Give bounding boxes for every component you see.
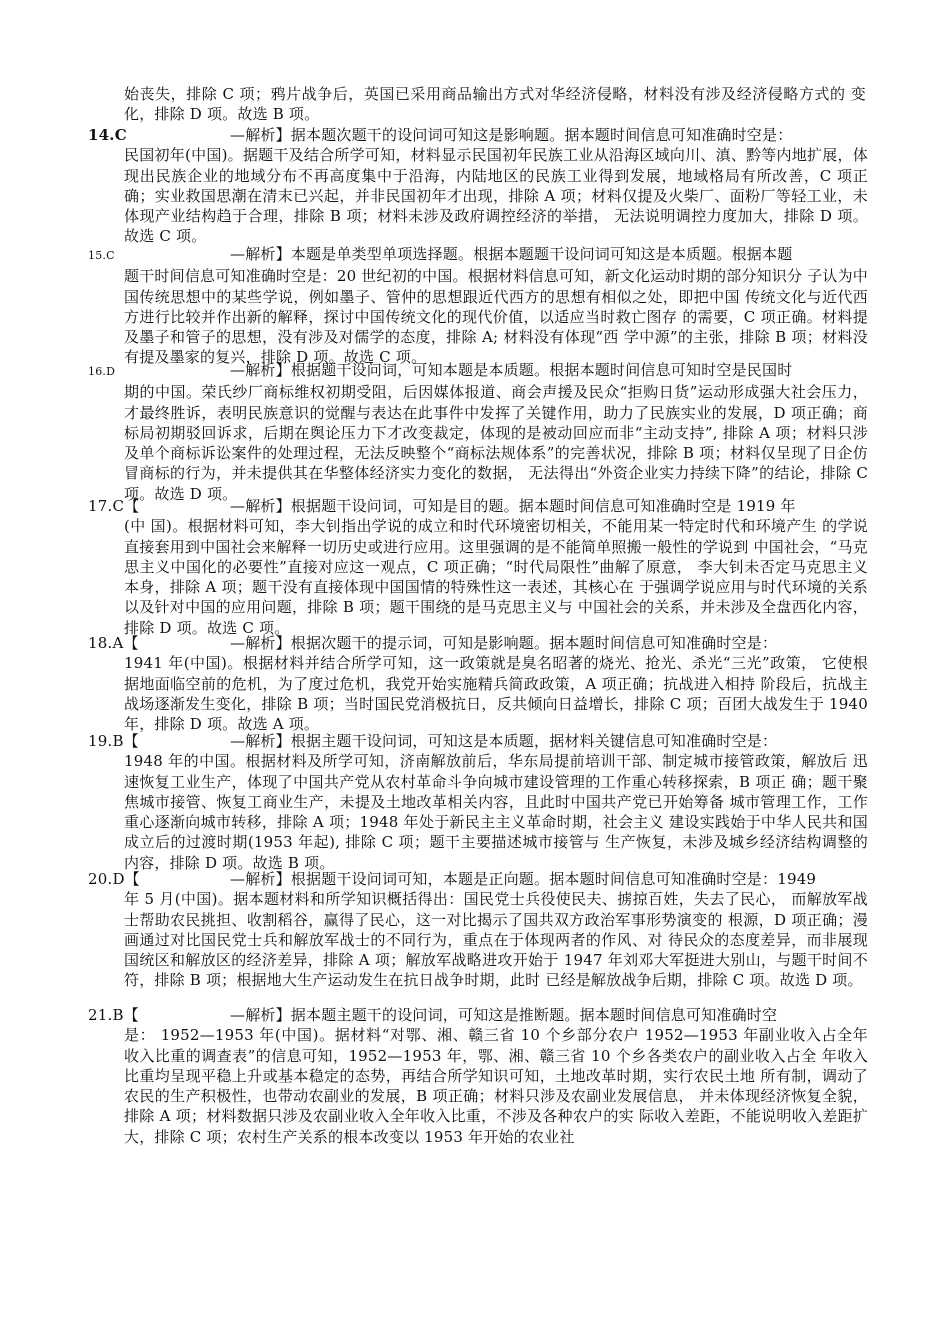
analysis-body: 民国初年(中国)。据题干及结合所学可知，材料显示民国初年民族工业从沿海区域向川、滇、黔等内地扩展，体现出民族企业的地域分布不再高度集中于沿海，内陆地区的民族工业得到发展，地域格局有所改善，C 项正确；实业救国思潮在清末已兴起，并非民国初年才出现，排除 A 项；材料仅提及火柴厂、面粉厂等轻工业，未体现产业结构趋于合理，排除 B 项；材料未涉及政府调控经济的举措， 无法说明调控力度加大，排除 D 项。故选 C 项。 xyxy=(124,146,868,246)
analysis-head: —解析】根据次题干的提示词，可知是影响题。据本题时间信息可知准确时空是： xyxy=(230,634,778,652)
paragraph-q19 xyxy=(88,731,868,873)
analysis-body: 期的中国。荣氏纱厂商标维权初期受阻，后因媒体报道、商会声援及民众“拒购日货”运动形成强大社会压力，才最终胜诉，表明民族意识的觉醒与表达在此事件中发挥了关键作用，助力了民族实业的发展，D 项正确；商标局初期驳回诉求，后期在舆论压力下才改变裁定，体现的是被动回应而非“主动支持”, 排除 A 项；材料只涉及单个商标诉讼案件的处理过程，无法反映整个“商标法规体系”的完善状况，排除 B 项；材料仅呈现了日企仿冒商标的行为，并未提供其在华整体经济实力变化的数据， 无法得出“外资企业实力持续下降”的结论，排除 C 项。故选 D 项。 xyxy=(124,383,868,503)
analysis-head: —解析】根据主题干设问词，可知这是本质题，据材料关键信息可知准确时空是： xyxy=(230,732,778,750)
paragraph-q17 xyxy=(88,496,868,638)
answer-label: 20.D【 xyxy=(88,870,140,888)
analysis-body: 1941 年(中国)。根据材料并结合所学可知，这一政策就是臭名昭著的烧光、抢光、杀光“三光”政策， 它使根据地面临空前的危机，为了度过危机，我党开始实施精兵简政政策，A 项正确；抗战进入相持 阶段后，抗战主战场逐渐发生变化，排除 B 项；当时国民党消极抗日，反共倾向日益增长，排除 C 项；百团大战发生于 1940 年，排除 D 项。故选 A 项。 xyxy=(124,654,868,734)
answer-label: 19.B【 xyxy=(88,732,139,750)
paragraph-q21 xyxy=(88,1005,868,1147)
analysis-body: 1948 年的中国。根据材料及所学可知，济南解放前后，华东局提前培训干部、制定城市接管政策，解放后 迅速恢复工业生产，体现了中国共产党从农村革命斗争向城市建设管理的工作重心转移探索，B 项正 确；题干聚焦城市接管、恢复工商业生产，未提及土地改革相关内容，且此时中国共产党已开始筹备 城市管理工作，工作重心逐渐向城市转移，排除 A 项；1948 年处于新民主主义革命时期，社会主义 建设实践始于中华人民共和国成立后的过渡时期(1953 年起), 排除 C 项；题干主要描述城市接管与 生产恢复，未涉及城乡经济结构调整的内容，排除 D 项。故选 B 项。 xyxy=(124,752,868,872)
analysis-head: —解析】据本题主题干的设问词，可知这是推断题。据本题时间信息可知准确时空 xyxy=(230,1006,778,1024)
paragraph-q15 xyxy=(88,244,868,368)
paragraph-q13-tail xyxy=(124,84,866,125)
answer-label: 15.C xyxy=(88,249,115,262)
analysis-body: 年 5 月(中国)。据本题材料和所学知识概括得出：国民党士兵役使民夫、掳掠百姓，失去了民心， 而解放军战士帮助农民挑担、收割稻谷，赢得了民心，这一对比揭示了国共双方政治军事形势演变的 根源，D 项正确；漫画通过对比国民党士兵和解放军战士的不同行为，重点在于体现两者的作风、对 待民众的态度差异，而非展现国统区和解放区的经济差异，排除 A 项；解放军战略进攻开始于 1947 年刘邓大军挺进大别山，与题干时间不符，排除 B 项；根据地大生产运动发生在抗日战争时期，此时 已经是解放战争后期，排除 C 项。故选 D 项。 xyxy=(124,890,868,990)
answer-label: 18.A【 xyxy=(88,634,139,652)
paragraph-q20 xyxy=(88,869,868,991)
answer-label: 17.C【 xyxy=(88,497,140,515)
analysis-head: —解析】根据题干设问词，可知是目的题。据本题时间信息可知准确时空是 1919 年 xyxy=(230,497,796,515)
answer-label: 21.B【 xyxy=(88,1006,139,1024)
answer-label: 16.D xyxy=(88,365,116,378)
analysis-body: 是： 1952—1953 年(中国)。据材料“对鄂、湘、赣三省 10 个乡部分农户 1952—1953 年副业收入占全年 收入比重的调查表”的信息可知，1952—1953 年，鄂、湘、赣三省 10 个乡各类农户的副业收入占全 年收入比重均呈现平稳上升或基本稳定的态势，再结合所学知识可知，土地改革时期，实行农民土地 所有制，调动了农民的生产积极性，也带动农副业的发展，B 项正确；材料只涉及农副业发展信息， 并未体现经济恢复全貌，排除 A 项；材料数据只涉及农副业收入全年收入比重，不涉及各种农户的实 际收入差距，不能说明收入差距扩大，排除 C 项；农村生产关系的根本改变以 1953 年开始的农业社 xyxy=(124,1026,868,1146)
paragraph-q14 xyxy=(88,125,868,247)
analysis-head: —解析】根据题干设问词，可知本题是本质题。根据本题时间信息可知时空是民国时 xyxy=(230,361,793,379)
analysis-head: —解析】本题是单类型单项选择题。根据本题题干设问词可知这是本质题。根据本题 xyxy=(230,245,793,263)
paragraph-q18 xyxy=(88,633,868,734)
analysis-head: —解析】据本题次题干的设问词可知这是影响题。据本题时间信息可知准确时空是： xyxy=(230,126,793,144)
analysis-head: —解析】根据题干设问词可知，本题是正向题。据本题时间信息可知准确时空是：1949 xyxy=(230,870,817,888)
paragraph-text: 始丧失，排除 C 项；鸦片战争后，英国已采用商品输出方式对华经济侵略，材料没有涉及经济侵略方式的 变化，排除 D 项。故选 B 项。 xyxy=(124,85,866,124)
analysis-body: (中 国)。根据材料可知，李大钊指出学说的成立和时代环境密切相关，不能用某一特定时代和环境产生 的学说直接套用到中国社会来解释一切历史或进行应用。这里强调的是不能简单照搬一般性的学说到 中国社会，“马克思主义中国化的必要性”直接对应这一观点，C 项正确；“时代局限性”曲解了原意， 李大钊未否定马克思主义本身，排除 A 项；题干没有直接体现中国国情的特殊性这一表述，其核心在 于强调学说应用与时代环境的关系以及针对中国的应用问题，排除 B 项；题干围绕的是马克思主义与 中国社会的关系，并未涉及全盘西化内容，排除 D 项。故选 C 项。 xyxy=(124,517,868,637)
paragraph-q16 xyxy=(88,360,868,504)
analysis-body: 题干时间信息可知准确时空是：20 世纪初的中国。根据材料信息可知，新文化运动时期的部分知识分 子认为中国传统思想中的某些学说，例如墨子、管仲的思想跟近代西方的思想有相似之处，即把中国 传统文化与近代西方进行比较并作出新的解释，探讨中国传统文化的现代价值，以适应当时救亡图存 的需要，C 项正确。材料提及墨子和管子的思想，没有涉及对儒学的态度，排除 A; 材料没有体现“西 学中源”的主张，排除 B 项；材料没有提及墨家的复兴，排除 D 项。故选 C 项。 xyxy=(124,267,868,367)
answer-label: 14.C xyxy=(88,126,127,144)
